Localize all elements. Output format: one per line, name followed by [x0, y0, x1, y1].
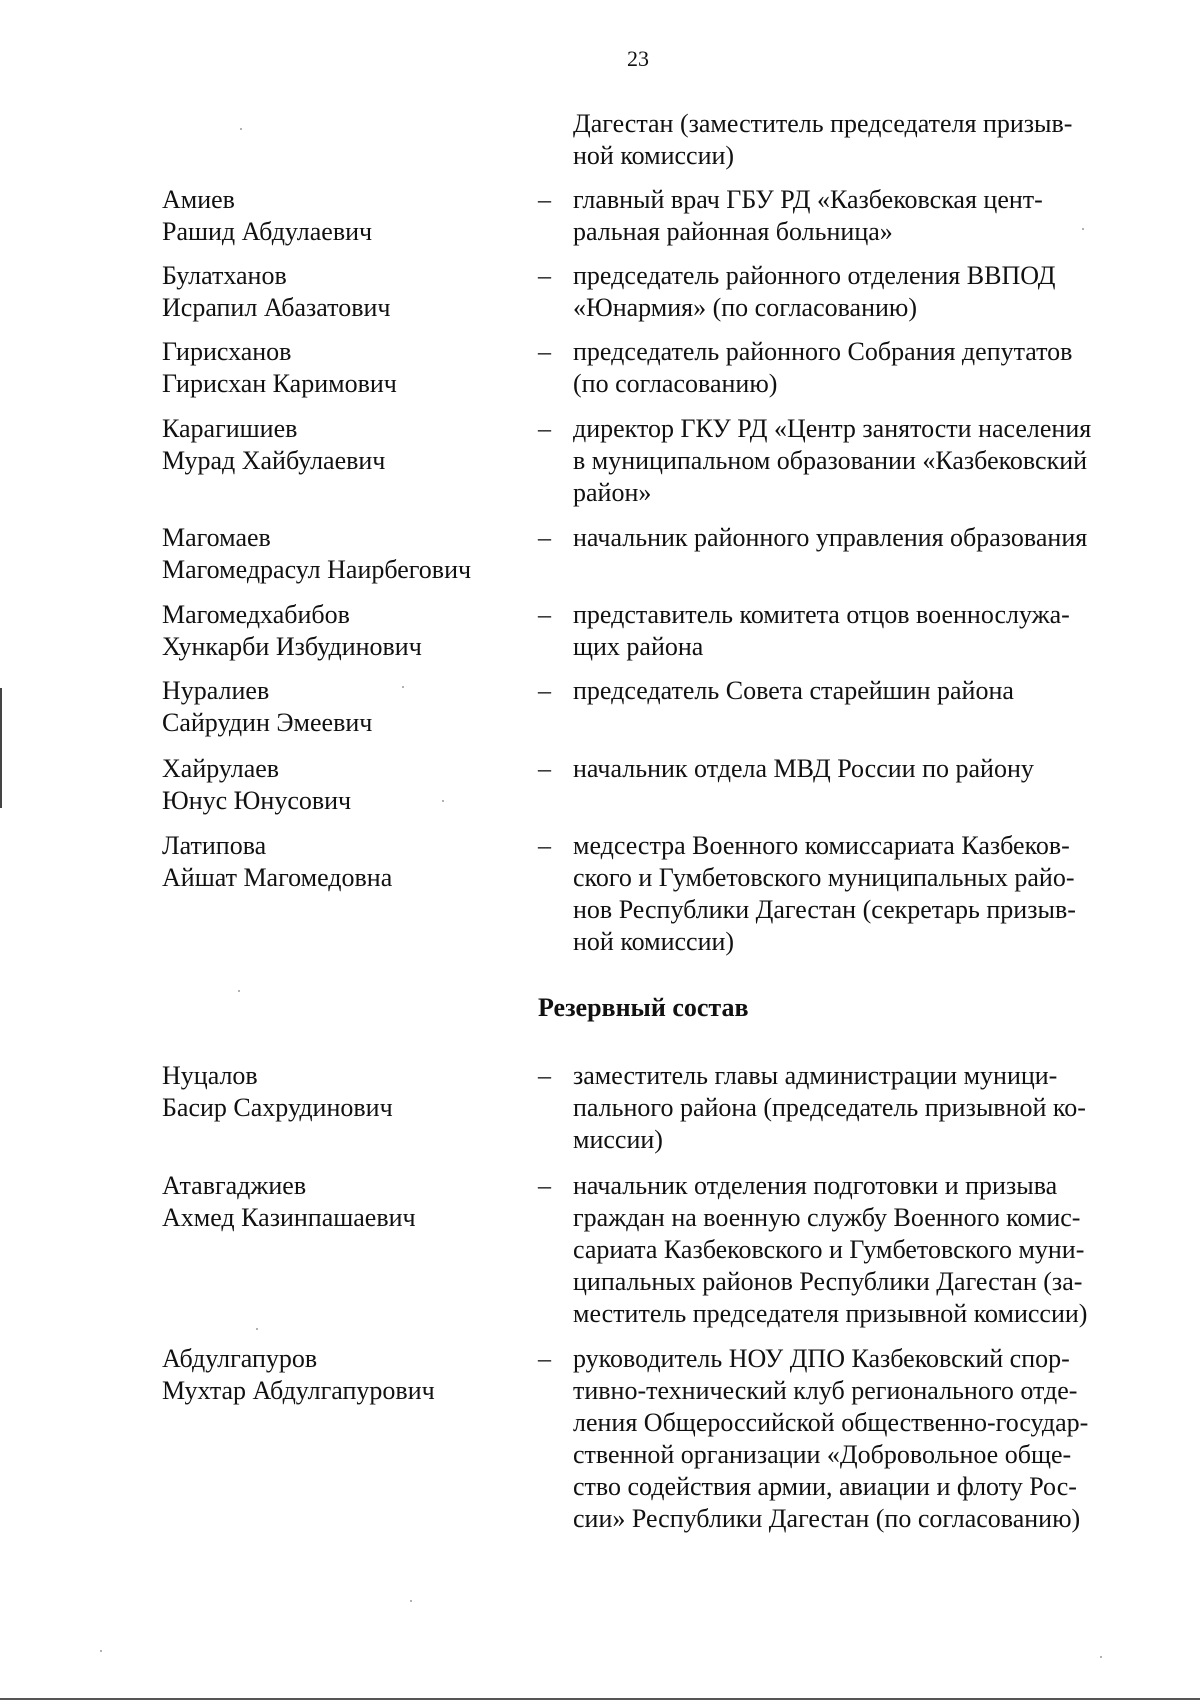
member-surname: Булатханов — [162, 261, 287, 290]
member-description: представитель комитета отцов военнослужа- щих района — [573, 600, 1070, 661]
member-surname: Абдулгапуров — [162, 1344, 318, 1373]
member-description: медсестра Военного комиссариата Казбеков- ского и Гумбетовского муниципальных райо- нов Республики Дагестан (секретарь призыв- ной комиссии) — [573, 831, 1076, 956]
member-description: начальник отдела МВД России по району — [573, 754, 1034, 783]
member-description: начальник районного управления образования — [573, 523, 1088, 552]
member-given-name: Сайрудин Эмеевич — [162, 708, 373, 737]
member-given-name: Ахмед Казинпашаевич — [162, 1203, 416, 1232]
member-given-name: Гирисхан Каримович — [162, 369, 397, 398]
dash: – — [538, 831, 551, 860]
scan-speck — [100, 1650, 102, 1652]
dash: – — [538, 185, 551, 214]
member-given-name: Исрапил Абазатович — [162, 293, 391, 322]
member-surname: Атавгаджиев — [162, 1171, 307, 1200]
page-number: 23 — [627, 46, 649, 71]
member-given-name: Хункарби Избудинович — [162, 632, 422, 661]
scan-edge-line — [0, 1698, 1200, 1700]
dash: – — [538, 600, 551, 629]
member-description: заместитель главы администрации муници- пального района (председатель призывной ко- миссии) — [573, 1061, 1086, 1154]
member-description: директор ГКУ РД «Центр занятости населения в муниципальном образовании «Казбековский район» — [573, 414, 1092, 507]
member-given-name: Магомедрасул Наирбегович — [162, 555, 472, 584]
member-surname: Амиев — [162, 185, 235, 214]
member-surname: Хайрулаев — [162, 754, 280, 783]
dash: – — [538, 523, 551, 552]
member-surname: Нуралиев — [162, 676, 270, 705]
intro-continuation: Дагестан (заместитель председателя призыв- ной комиссии) — [573, 109, 1073, 170]
dash: – — [538, 676, 551, 705]
member-description: руководитель НОУ ДПО Казбековский спор- тивно-технический клуб регионального отде- ления Общероссийской общественно-государ- ственной организации «Добровольное обще- ство содействия армии, авиации и флоту Рос- сии» Республики Дагестан (по согласованию) — [573, 1344, 1089, 1533]
member-description: начальник отделения подготовки и призыва граждан на военную службу Военного комис- сариата Казбековского и Гумбетовского муни- ципальных районов Республики Дагестан (за- меститель председателя призывной комиссии) — [573, 1171, 1088, 1328]
dash: – — [538, 1171, 551, 1200]
scan-speck — [1082, 228, 1084, 230]
member-given-name: Юнус Юнусович — [162, 786, 352, 815]
dash: – — [538, 414, 551, 443]
member-description: председатель Совета старейшин района — [573, 676, 1014, 705]
scan-speck — [442, 800, 444, 802]
member-given-name: Мухтар Абдулгапурович — [162, 1376, 435, 1405]
member-description: главный врач ГБУ РД «Казбековская цент- ральная районная больница» — [573, 185, 1043, 246]
dash: – — [538, 1344, 551, 1373]
dash: – — [538, 1061, 551, 1090]
member-surname: Нуцалов — [162, 1061, 258, 1090]
scan-speck — [238, 990, 240, 992]
member-description: председатель районного отделения ВВПОД «Юнармия» (по согласованию) — [573, 261, 1056, 322]
scan-speck — [402, 686, 404, 688]
member-given-name: Рашид Абдулаевич — [162, 217, 373, 246]
scan-speck — [240, 128, 242, 130]
member-surname: Гирисханов — [162, 337, 292, 366]
dash: – — [538, 261, 551, 290]
reserve-section-title: Резервный состав — [538, 993, 749, 1022]
scan-speck — [410, 1600, 412, 1602]
dash: – — [538, 337, 551, 366]
member-given-name: Айшат Магомедовна — [162, 863, 393, 892]
member-surname: Карагишиев — [162, 414, 298, 443]
scan-edge-line — [0, 688, 2, 808]
member-surname: Магомедхабибов — [162, 600, 350, 629]
scan-speck — [256, 1328, 258, 1330]
member-description: председатель районного Собрания депутатов (по согласованию) — [573, 337, 1073, 398]
member-surname: Магомаев — [162, 523, 271, 552]
member-given-name: Мурад Хайбулаевич — [162, 446, 386, 475]
member-given-name: Басир Сахрудинович — [162, 1093, 393, 1122]
scan-speck — [1100, 1656, 1102, 1658]
member-surname: Латипова — [162, 831, 267, 860]
dash: – — [538, 754, 551, 783]
